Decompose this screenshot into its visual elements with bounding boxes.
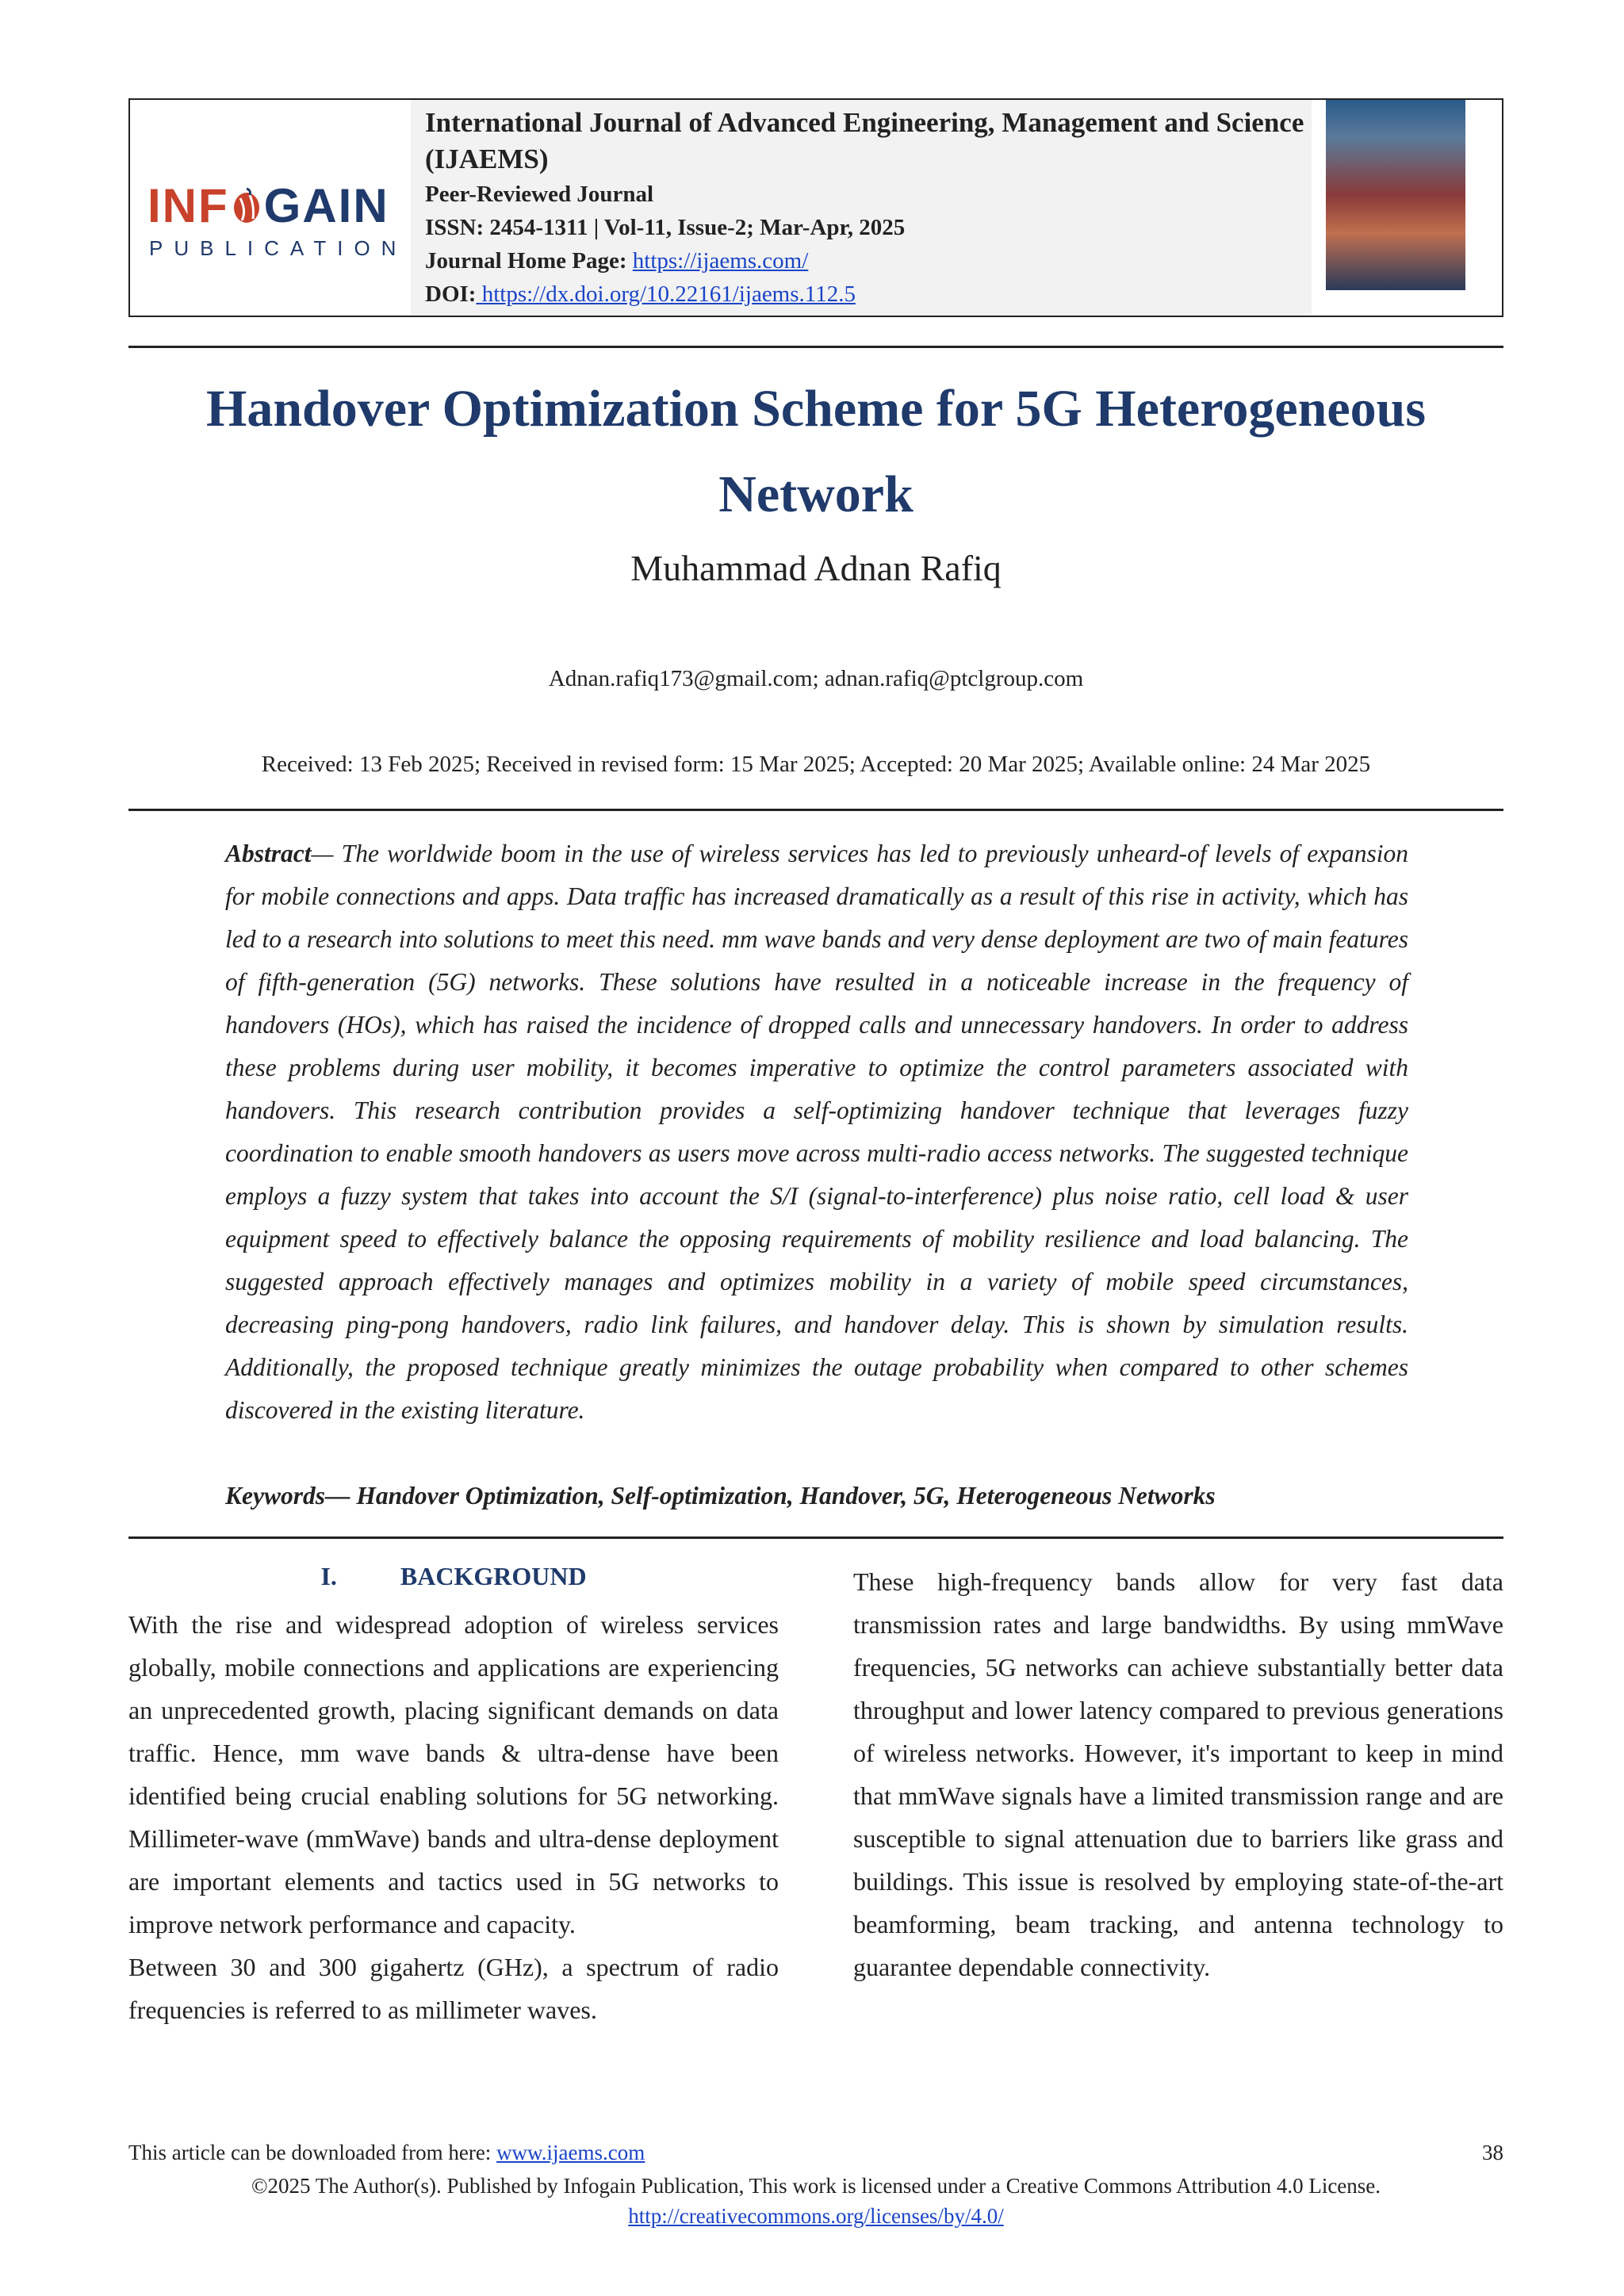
page-number: 38	[1482, 2141, 1503, 2164]
logo-wordmark: INF GAIN	[147, 179, 389, 232]
abstract-bottom-divider	[128, 1536, 1503, 1539]
peer-reviewed: Peer-Reviewed Journal	[425, 182, 654, 207]
author-email: Adnan.rafiq173@gmail.com; adnan.rafiq@ptclgroup.com	[548, 666, 1084, 691]
doi-line: DOI: https://dx.doi.org/10.22161/ijaems.112.5	[425, 281, 856, 307]
doi-link[interactable]: https://dx.doi.org/10.22161/ijaems.112.5	[476, 281, 856, 307]
logo-subtitle: PUBLICATION	[149, 236, 408, 260]
download-link[interactable]: www.ijaems.com	[496, 2141, 645, 2164]
home-page-link[interactable]: https://ijaems.com/	[632, 248, 809, 274]
abstract	[225, 832, 1408, 1432]
keywords: Keywords— Handover Optimization, Self-optimization, Handover, 5G, Heterogeneous Networks	[225, 1482, 1216, 1510]
article-title: Handover Optimization Scheme for 5G Heterogeneous Network	[205, 380, 1426, 523]
section-title: BACKGROUND	[400, 1562, 587, 1590]
globe-icon	[231, 187, 262, 225]
body-paragraph: With the rise and widespread adoption of wireless services globally, mobile connections and applications are experiencing an unprecedented growth, placing significant demands on data traffic. Hence, mm wave bands & ultra-dense have been identified being crucial enabling solutions for 5G networking. Millimeter-wave (mmWave) bands and ultra-dense deployment are important elements and tactics used in 5G networks to improve network performance and capacity.	[128, 1610, 779, 1938]
top-divider	[128, 346, 1503, 348]
journal-header	[128, 98, 1503, 317]
footer-download: This article can be downloaded from here: www.ijaems.com	[128, 2141, 645, 2164]
abstract-text: — The worldwide boom in the use of wireless services has led to previously unheard-of levels of expansion for mobile connections and apps. Data traffic has increased dramatically as a result of this rise in activity, which has led to a research into solutions to meet this need. mm wave bands and very dense deployment are two of main features of fifth-generation (5G) networks. These solutions have resulted in a noticeable increase in the frequency of handovers (HOs), which has raised the incidence of dropped calls and unnecessary handovers. In order to address these problems during user mobility, it becomes imperative to optimize the control parameters associated with handovers. This research contribution provides a self-optimizing handover technique that leverages fuzzy coordination to enable smooth handovers as users move across multi-radio access networks. The suggested technique employs a fuzzy system that takes into account the S/I (signal-to-interference) plus noise ratio, cell load & user equipment speed to effectively balance the opposing requirements of mobility resilience and load balancing. The suggested approach effectively manages and optimizes mobility in a variety of mobile speed circumstances, decreasing ping-pong handovers, radio link failures, and handover delay. This is shown by simulation results. Additionally, the proposed technique greatly minimizes the outage probability when compared to other schemes discovered in the existing literature.	[225, 840, 1408, 1424]
journal-info	[425, 105, 1305, 311]
section-heading	[128, 1562, 779, 1591]
footer-copyright: ©2025 The Author(s). Published by Infogain Publication, This work is licensed under a Creative Commons Attribution 4.0 License. http://creativecommons.org/licenses/by/4.0/	[251, 2174, 1381, 2228]
body-paragraph: Between 30 and 300 gigahertz (GHz), a spectrum of radio frequencies is referred to as millimeter waves.	[128, 1953, 779, 2024]
body-paragraph: These high-frequency bands allow for very fast data transmission rates and large bandwidths. By using mmWave frequencies, 5G networks can achieve substantially better data throughput and lower latency compared to previous generations of wireless networks. However, it's important to keep in mind that mmWave signals have a limited transmission range and are susceptible to signal attenuation due to barriers like grass and buildings. This issue is resolved by employing state-of-the-art beamforming, beam tracking, and antenna technology to guarantee dependable connectivity.	[853, 1567, 1503, 1981]
article-dates: Received: 13 Feb 2025; Received in revised form: 15 Mar 2025; Accepted: 20 Mar 2025; Available online: 24 Mar 2025	[261, 752, 1371, 777]
journal-cover-image	[1326, 100, 1465, 290]
abstract-top-divider	[128, 809, 1503, 811]
home-page-line: Journal Home Page: https://ijaems.com/	[425, 248, 809, 274]
abstract-label: Abstract	[225, 840, 312, 867]
section-number: I.	[320, 1562, 337, 1590]
body-right-column	[853, 1560, 1503, 1988]
license-link[interactable]: http://creativecommons.org/licenses/by/4.0/	[628, 2204, 1004, 2228]
body-left-column	[128, 1603, 779, 2031]
journal-title: International Journal of Advanced Engineering, Management and Science (IJAEMS)	[425, 107, 1304, 174]
author-name: Muhammad Adnan Rafiq	[630, 548, 1002, 588]
issn-line: ISSN: 2454-1311 | Vol-11, Issue-2; Mar-Apr, 2025	[425, 215, 906, 240]
